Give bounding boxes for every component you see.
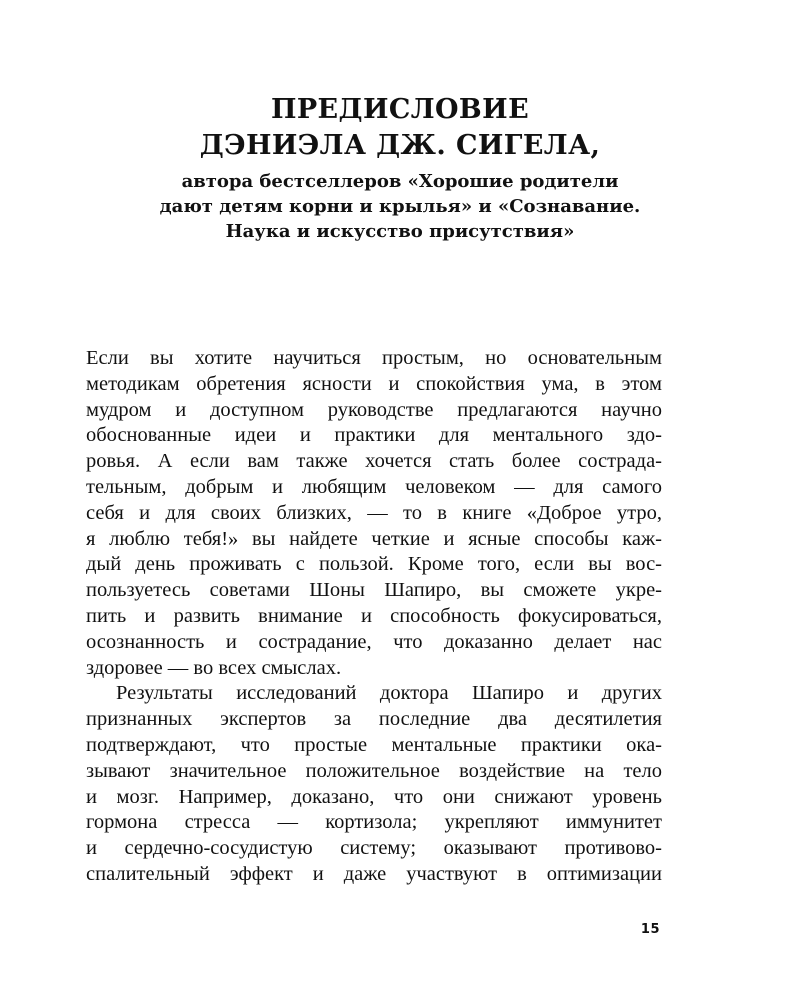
paragraph-1 <box>86 346 662 681</box>
body-text <box>86 346 662 888</box>
text-line: пить и развить внимание и способность фокусироваться, <box>86 604 662 627</box>
text-line: здоровее — во всех смыслах. <box>86 656 342 679</box>
text-line: обоснованные идеи и практики для ментального здо- <box>86 424 662 447</box>
chapter-subtitle <box>60 169 740 244</box>
chapter-title-line-1: ПРЕДИСЛОВИЕ <box>270 94 530 125</box>
text-line: и мозг. Например, доказано, что они снижают уровень <box>86 785 662 808</box>
text-line: Результаты исследований доктора Шапиро и других <box>116 682 662 705</box>
text-line: Если вы хотите научиться простым, но основательным <box>86 347 662 369</box>
paragraph-2 <box>86 681 662 887</box>
text-line: себя и для своих близких, — то в книге «Доброе утро, <box>86 501 662 524</box>
page-number: 15 <box>640 922 660 937</box>
subtitle-line-2: дают детям корни и крылья» и «Сознавание. <box>159 196 641 217</box>
text-line: спалительный эффект и даже участвуют в оптимизации <box>86 862 662 885</box>
text-line: я люблю тебя!» вы найдете четкие и ясные способы каж- <box>86 527 662 550</box>
chapter-heading <box>60 92 740 244</box>
text-line: методикам обретения ясности и спокойствия ума, в этом <box>86 372 662 395</box>
subtitle-line-1: автора бестселлеров «Хорошие родители <box>181 171 619 192</box>
text-line: мудром и доступном руководстве предлагаются научно <box>86 398 662 421</box>
text-line: дый день проживать с пользой. Кроме того, если вы вос- <box>86 553 662 576</box>
text-line: и сердечно-сосудистую систему; оказывают противово- <box>86 837 662 860</box>
text-line: признанных экспертов за последние два десятилетия <box>86 708 662 731</box>
text-line: тельным, добрым и любящим человеком — для самого <box>86 475 662 498</box>
subtitle-line-3: Наука и искусство присутствия» <box>225 221 575 242</box>
chapter-title-line-2: ДЭНИЭЛА ДЖ. СИГЕЛА, <box>199 130 601 161</box>
text-line: ровья. А если вам также хочется стать более сострада- <box>86 450 662 473</box>
text-line: подтверждают, что простые ментальные практики ока- <box>86 733 662 756</box>
text-line: осознанность и сострадание, что доказанно делает нас <box>86 630 662 653</box>
text-line: зывают значительное положительное воздействие на тело <box>86 759 662 782</box>
text-line: пользуетесь советами Шоны Шапиро, вы сможете укре- <box>86 579 662 602</box>
text-line: гормона стресса — кортизола; укрепляют иммунитет <box>86 811 662 834</box>
